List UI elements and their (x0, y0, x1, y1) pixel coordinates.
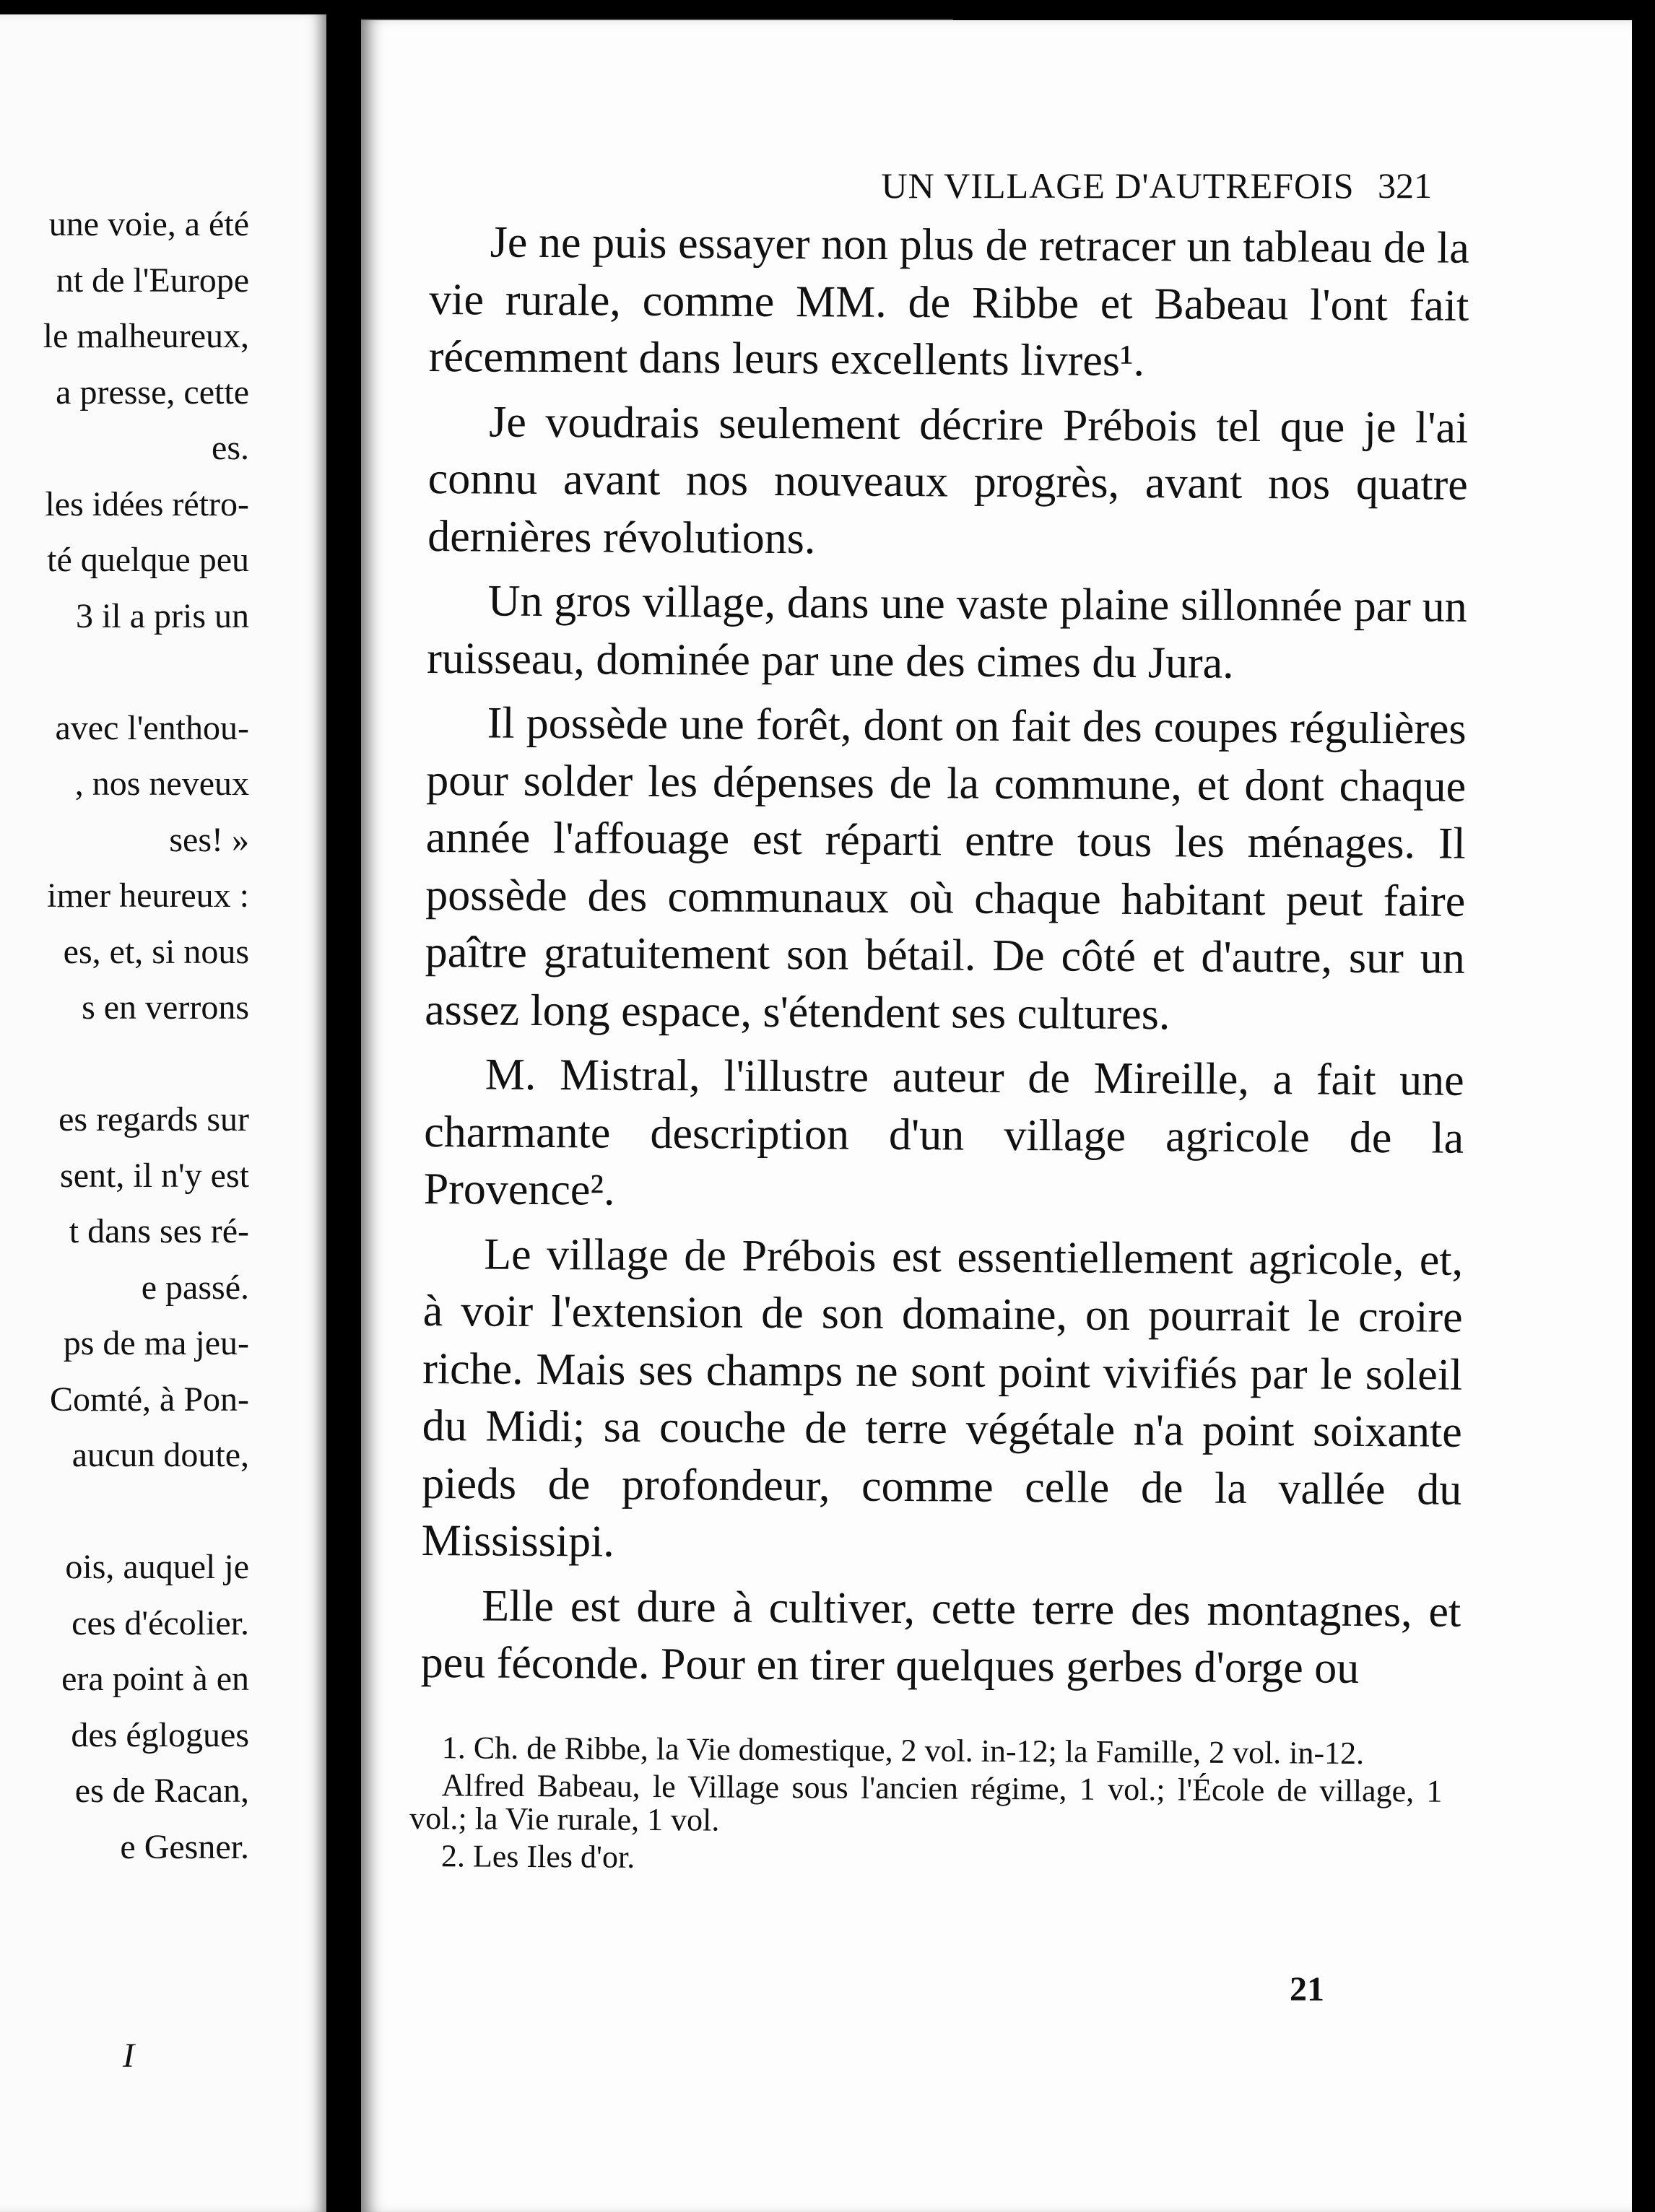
left-line: des églogues (71, 1715, 249, 1754)
paragraph: Je voudrais seulement décrire Prébois tel que je l'ai connu avant nos nouveaux progrès, avant nos quatre dernières révolutions. (427, 397, 1469, 563)
paragraph: Le village de Prébois est essentiellement agricole, et, à voir l'extension de son domaine, on pourrait le croire riche. Mais ses champs ne sont point vivifiés par le soleil du Midi; sa couche de terre végétale n'a point soixante pieds de profondeur, comme celle de la vallée du Mississipi. (421, 1229, 1464, 1567)
footnotes (409, 1731, 1443, 1884)
signature-mark: 21 (1290, 1970, 1324, 2008)
left-line: , nos neveux (74, 765, 249, 803)
left-line: Comté, à Pon- (50, 1380, 249, 1419)
running-head: UN VILLAGE D'AUTREFOIS (881, 165, 1355, 206)
left-line: ps de ma jeu- (63, 1324, 249, 1362)
left-line: es. (212, 429, 249, 467)
right-edge (1632, 0, 1655, 2212)
paragraph: M. Mistral, l'illustre auteur de Mireille, a fait une charmante description d'un village agricole de la Provence². (423, 1050, 1464, 1215)
left-line: es regards sur (58, 1100, 249, 1138)
page-number: 321 (1378, 165, 1432, 206)
left-line: le malheureux, (43, 317, 249, 355)
left-line: era point à en (61, 1660, 249, 1698)
left-line: nt de l'Europe (56, 261, 249, 300)
left-line: e passé. (141, 1268, 249, 1307)
left-line (0, 644, 249, 700)
paragraph: Je ne puis essayer non plus de retracer un tableau de la vie rurale, comme MM. de Ribbe et Babeau l'ont fait récemment dans leurs excellents livres¹. (428, 217, 1469, 386)
left-line: aucun doute, (71, 1436, 249, 1474)
left-line: ses! » (169, 820, 249, 859)
left-line: es de Racan, (74, 1772, 249, 1810)
paragraph: Un gros village, dans une vaste plaine sillonnée par un ruisseau, dominée par une des cimes du Jura. (427, 576, 1467, 688)
left-line: 3 il a pris un (76, 596, 249, 635)
body-text (420, 214, 1469, 1705)
left-line: es, et, si nous (63, 932, 249, 971)
book-gutter (326, 0, 361, 2212)
left-bottom-mark: I (123, 2037, 134, 2075)
left-line: sent, il n'y est (60, 1156, 249, 1195)
paragraph: Il possède une forêt, dont on fait des coupes régulières pour solder les dépenses de la commune, et dont chaque année l'affouage est réparti entre tous les ménages. Il possède des communaux où chaque habitant peut faire paître gratuitement son bétail. De côté et d'autre, sur un assez long espace, s'étendent ses cultures. (425, 698, 1467, 1039)
left-line: une voie, a été (48, 205, 249, 243)
right-page (361, 20, 1632, 2212)
left-line: les idées rétro- (45, 484, 249, 523)
left-line: a presse, cette (56, 373, 249, 412)
left-line: e Gesner. (120, 1827, 249, 1866)
left-line: s en verrons (82, 988, 249, 1027)
left-line: ois, auquel je (65, 1548, 249, 1586)
left-line (0, 1036, 249, 1092)
footnote: 2. Les Iles d'or. (440, 1838, 635, 1875)
left-line: imer heureux : (47, 876, 249, 915)
left-line: avec l'enthou- (55, 708, 249, 747)
left-line: t dans ses ré- (69, 1212, 249, 1250)
footnote: Alfred Babeau, le Village sous l'ancien régime, 1 vol.; l'École de village, 1 vol.; la Vie rurale, 1 vol. (409, 1767, 1443, 1838)
footnote: 1. Ch. de Ribbe, la Vie domestique, 2 vol. in-12; la Famille, 2 vol. in-12. (441, 1730, 1365, 1772)
left-line: ces d'écolier. (71, 1603, 249, 1642)
paragraph: Elle est dure à cultiver, cette terre des montagnes, et peu féconde. Pour en tirer quelques gerbes d'orge ou (420, 1580, 1461, 1693)
left-line (0, 1484, 249, 1540)
left-page (0, 14, 326, 2212)
left-line: té quelque peu (47, 541, 249, 579)
left-page-text (0, 196, 249, 1875)
